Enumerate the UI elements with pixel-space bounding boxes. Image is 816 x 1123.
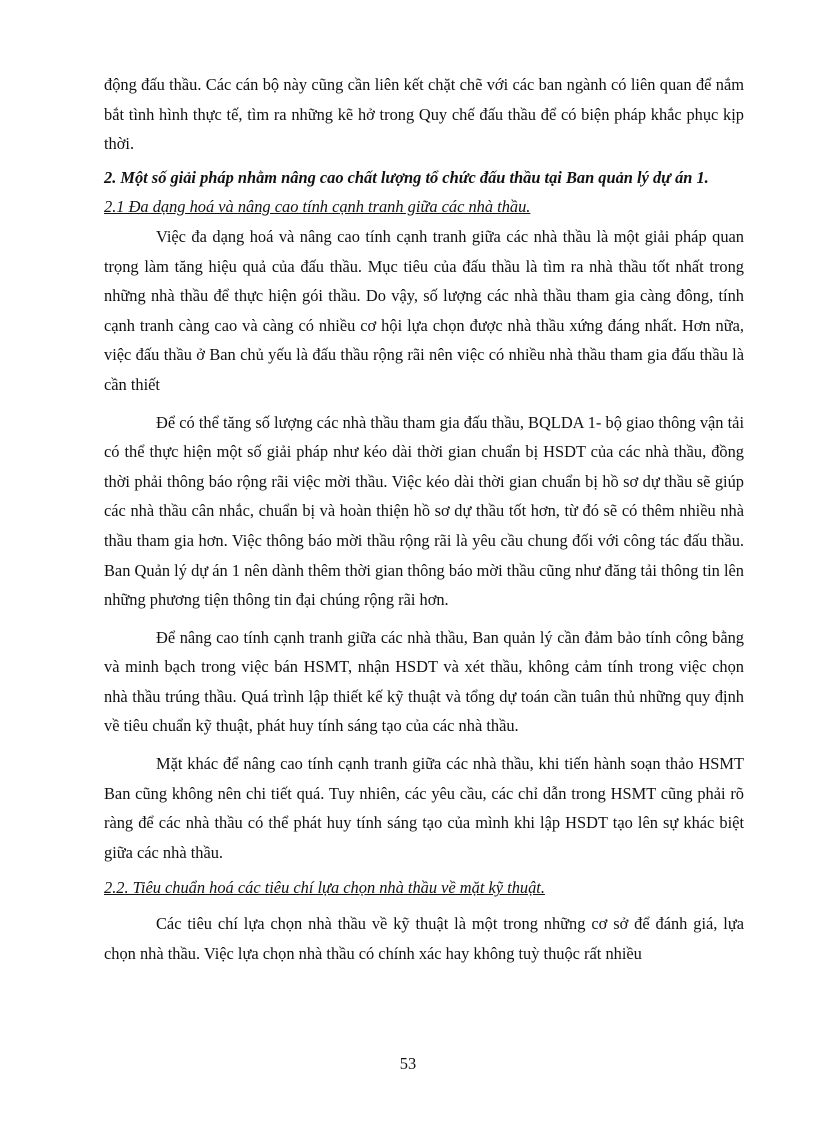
paragraph-diversification: Việc đa dạng hoá và nâng cao tính cạnh tranh giữa các nhà thầu là một giải pháp quan trọng làm tăng hiệu quả của đấu thầu. Mục tiêu của đấu thầu là tìm ra nhà thầu tốt nhất trong những nhà thầu để thực hiện gói thầu. Do vậy, số lượng các nhà thầu tham gia càng đông, tính cạnh tranh càng cao và càng có nhiều cơ hội lựa chọn được nhà thầu xứng đáng nhất. Hơn nữa, việc đấu thầu ở Ban chủ yếu là đấu thầu rộng rãi nên việc có nhiều nhà thầu tham gia đấu thầu là cần thiết (104, 226, 744, 394)
document-page (104, 70, 744, 968)
paragraph-competition-fairness: Để nâng cao tính cạnh tranh giữa các nhà thầu, Ban quản lý cần đảm bảo tính công bằng và minh bạch trong việc bán HSMT, nhận HSDT và xét thầu, không cảm tính trong việc chọn nhà thầu trúng thầu. Quá trình lập thiết kế kỹ thuật và tổng dự toán cần tuân thủ những quy định về tiêu chuẩn kỹ thuật, phát huy tính sáng tạo của các nhà thầu. (104, 627, 744, 736)
paragraph-hsmt-detail: Mặt khác để nâng cao tính cạnh tranh giữa các nhà thầu, khi tiến hành soạn thảo HSMT Ban cũng không nên chi tiết quá. Tuy nhiên, các yêu cầu, các chỉ dẫn trong HSMT cũng phải rõ ràng để các nhà thầu có thể phát huy tính sáng tạo của mình khi lập HSDT tạo lên sự khác biệt giữa các nhà thầu. (104, 754, 744, 862)
section-heading-2: 2. Một số giải pháp nhằm nâng cao chất lượng tổ chức đấu thầu tại Ban quản lý dự án 1. (104, 167, 709, 187)
subsection-heading-2-2: 2.2. Tiêu chuẩn hoá các tiêu chí lựa chọn nhà thầu về mặt kỹ thuật. (104, 878, 545, 898)
paragraph-technical-criteria: Các tiêu chí lựa chọn nhà thầu về kỹ thuật là một trong những cơ sở để đánh giá, lựa chọn nhà thầu. Việc lựa chọn nhà thầu có chính xác hay không tuỳ thuộc rất nhiều (104, 914, 744, 963)
subsection-heading-2-1: 2.1 Đa dạng hoá và nâng cao tính cạnh tranh giữa các nhà thầu. (104, 197, 531, 217)
paragraph-increase-bidders: Để có thể tăng số lượng các nhà thầu tham gia đấu thầu, BQLDA 1- bộ giao thông vận tải có thể thực hiện một số giải pháp như kéo dài thời gian chuẩn bị HSDT của các nhà thầu, đồng thời phải thông báo rộng rãi việc mời thầu. Việc kéo dài thời gian chuẩn bị hồ sơ dự thầu sẽ giúp các nhà thầu cân nhắc, chuẩn bị và hoàn thiện hồ sơ dự thầu tốt hơn, từ đó sẽ có thêm nhiều nhà thầu tham gia hơn. Việc thông báo mời thầu rộng rãi là yêu cầu chung đối với công tác đấu thầu. Ban Quản lý dự án 1 nên dành thêm thời gian thông báo mời thầu cũng như đăng tải thông tin lên những phương tiện thông tin đại chúng rộng rãi hơn. (104, 412, 744, 610)
page-number: 53 (399, 1054, 417, 1073)
paragraph-continuation: động đấu thầu. Các cán bộ này cũng cần liên kết chặt chẽ với các ban ngành có liên quan để nắm bắt tình hình thực tế, tìm ra những kẽ hở trong Quy chế đấu thầu để có biện pháp khắc phục kịp thời. (104, 75, 744, 154)
